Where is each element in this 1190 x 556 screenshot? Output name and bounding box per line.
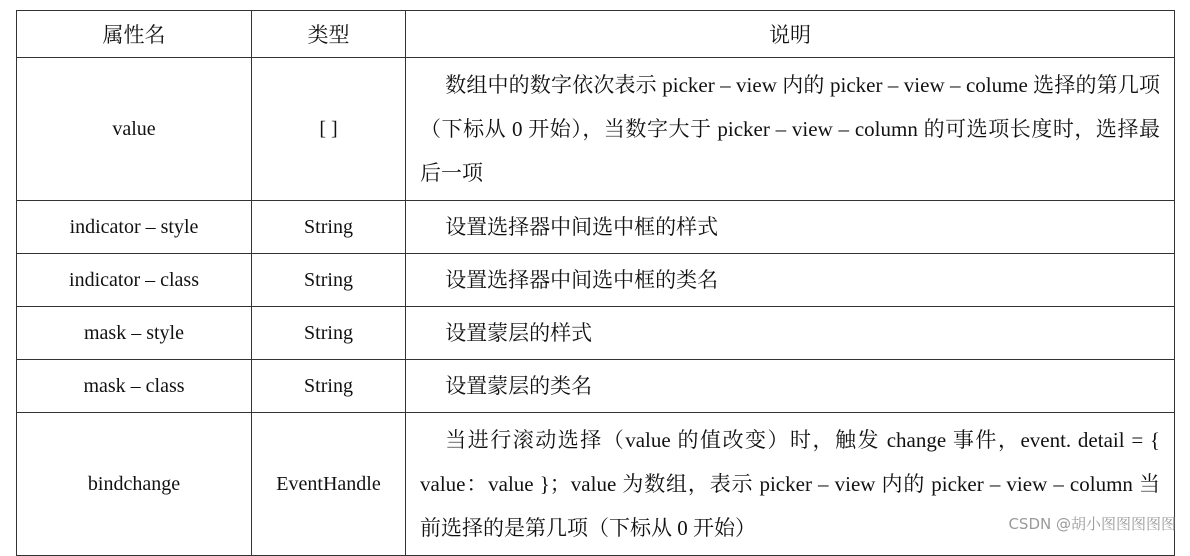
row-description: 数组中的数字依次表示 picker – view 内的 picker – view – colume 选择的第几项（下标从 0 开始），当数字大于 picker – view – column 的可选项长度时，选择最后一项 [406,58,1175,201]
properties-table-container [16,10,1174,556]
row-type: EventHandle [252,413,406,556]
properties-table [16,10,1175,556]
row-type: [ ] [252,58,406,201]
row-name: indicator – style [17,201,252,254]
table-header-row [17,11,1175,58]
row-description: 设置蒙层的类名 [406,360,1175,413]
row-name: indicator – class [17,254,252,307]
row-name: mask – style [17,307,252,360]
row-description: 设置蒙层的样式 [406,307,1175,360]
watermark: CSDN @胡小图图图图图 [1008,515,1176,533]
row-name: mask – class [17,360,252,413]
header-attribute-name: 属性名 [17,11,252,58]
table-row [17,413,1175,556]
row-description: 设置选择器中间选中框的样式 [406,201,1175,254]
row-type: String [252,360,406,413]
table-row [17,254,1175,307]
table-row [17,201,1175,254]
table-row [17,58,1175,201]
row-name: bindchange [17,413,252,556]
row-description: 设置选择器中间选中框的类名 [406,254,1175,307]
table-row [17,307,1175,360]
table-row [17,360,1175,413]
row-name: value [17,58,252,201]
row-type: String [252,254,406,307]
header-type: 类型 [252,11,406,58]
row-type: String [252,307,406,360]
header-description: 说明 [406,11,1175,58]
row-type: String [252,201,406,254]
row-description: 当进行滚动选择（value 的值改变）时，触发 change 事件，event. detail = { value：value }；value 为数组，表示 picker – view 内的 picker – view – column 当前选择的是第几项（下标从 0 开始） [406,413,1175,556]
